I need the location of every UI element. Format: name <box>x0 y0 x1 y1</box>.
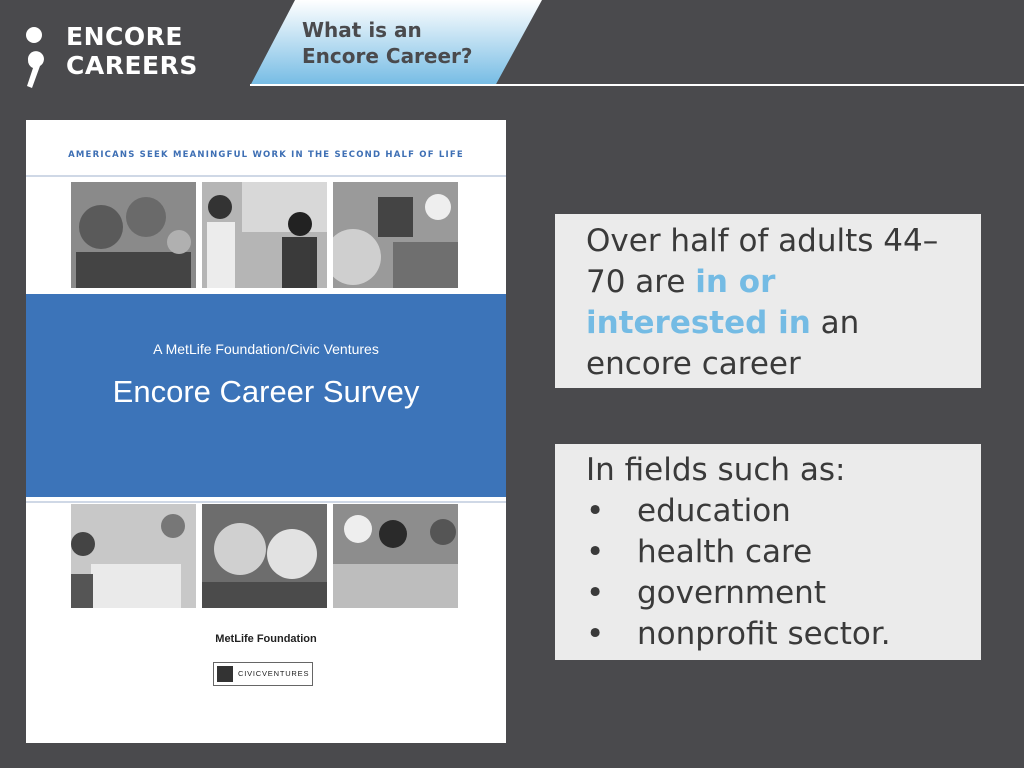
section-title <box>302 17 473 69</box>
logo-text-encore: ENCORE <box>66 22 183 51</box>
bullet-icon: • <box>586 575 605 611</box>
field-label: nonprofit sector. <box>637 616 891 652</box>
logo-text-careers: CAREERS <box>66 51 198 80</box>
section-title-line2: Encore Career? <box>302 44 473 68</box>
stat-text <box>586 221 966 385</box>
cover-photo-workshop <box>333 182 458 288</box>
section-tab <box>250 0 550 86</box>
cover-divider-bottom <box>26 501 506 503</box>
bullet-icon: • <box>586 534 605 570</box>
cover-subtitle: A MetLife Foundation/Civic Ventures <box>153 341 379 357</box>
list-item <box>586 573 891 614</box>
header-divider <box>250 84 1024 86</box>
stat-callout <box>555 214 981 388</box>
stat-text-part2: an encore career <box>586 305 860 382</box>
civic-ventures-logo <box>213 662 313 686</box>
cover-photo-volunteers <box>333 504 458 608</box>
bullet-icon: • <box>586 493 605 529</box>
cover-photo-mother-daughter <box>202 504 327 608</box>
cover-photo-classroom <box>202 182 327 288</box>
cover-divider-top <box>26 175 506 177</box>
field-label: health care <box>637 534 813 570</box>
field-label: government <box>637 575 826 611</box>
cover-title-band <box>26 294 506 497</box>
survey-cover-image <box>26 120 506 743</box>
stat-text-part1: Over half of adults 44–70 are <box>586 223 939 300</box>
field-label: education <box>637 493 791 529</box>
fields-callout <box>555 444 981 660</box>
cover-photo-family <box>71 182 196 288</box>
list-item <box>586 614 891 655</box>
civic-ventures-flame-icon <box>217 666 233 682</box>
civic-ventures-text: CIVICVENTURES <box>238 669 310 678</box>
list-item <box>586 491 891 532</box>
fields-lead: In fields such as: <box>586 452 846 488</box>
encore-careers-logo <box>20 22 200 92</box>
section-title-line1: What is an <box>302 18 422 42</box>
stat-highlight: in or interested in <box>586 264 811 341</box>
list-item <box>586 532 891 573</box>
semicolon-logo-icon <box>20 22 50 92</box>
cover-sponsor: MetLife Foundation <box>215 633 317 645</box>
cover-photo-tutoring <box>71 504 196 608</box>
cover-title: Encore Career Survey <box>112 374 420 409</box>
cover-tagline: AMERICANS SEEK MEANINGFUL WORK IN THE SECOND HALF OF LIFE <box>68 150 464 160</box>
bullet-icon: • <box>586 616 605 652</box>
fields-list <box>586 491 891 655</box>
